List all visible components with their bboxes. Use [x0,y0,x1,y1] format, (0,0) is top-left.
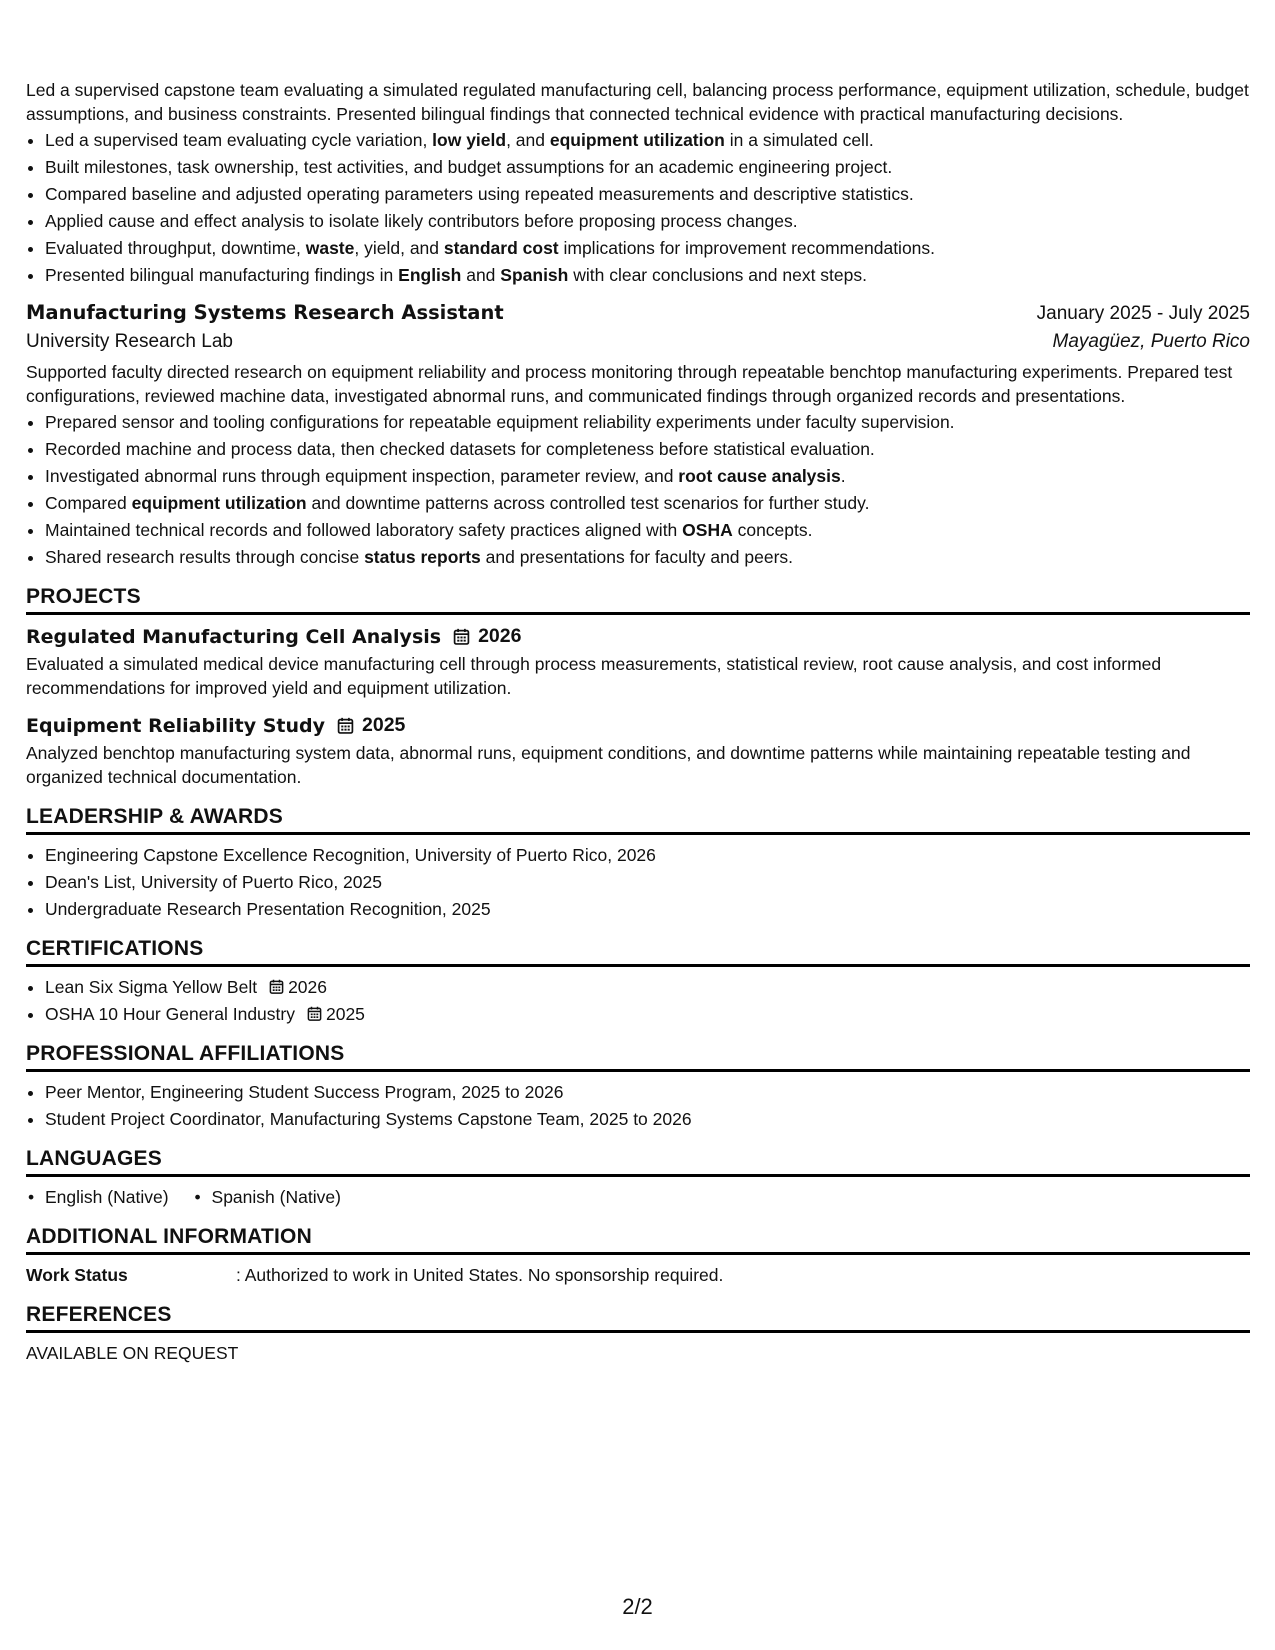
research-summary: Supported faculty directed research on equipment reliability and process monitoring through repeatable benchtop manufacturing experiments. Prepared test configurations, reviewed machine data, investigated abnormal runs, and communicated findings through organized records and presentations. [26,362,1233,406]
capstone-summary: Led a supervised capstone team evaluating a simulated regulated manufacturing cell, balancing process performance, equipment utilization, schedule, budget assumptions, and business constraints. Presented bilingual findings that connected technical evidence with practical manufacturing decisions. [26,80,1249,124]
project-header [26,714,1250,737]
work-status-row [26,1263,1250,1287]
list-item [45,975,1250,999]
work-status-label: Work Status [26,1265,128,1285]
section-heading-certifications: CERTIFICATIONS [26,937,1250,967]
affiliations-list [26,1080,1250,1131]
list-item: • Compared baseline and adjusted operating parameters using repeated measurements and descriptive statistics. [45,182,1250,206]
section-heading-references: REFERENCES [26,1303,1250,1333]
references-text: AVAILABLE ON REQUEST [26,1343,239,1363]
job-header [26,301,1250,325]
project-year: 2026 [478,625,522,647]
project-title: Equipment Reliability Study [26,714,325,737]
list-item: • Student Project Coordinator, Manufacturing Systems Capstone Team, 2025 to 2026 [45,1107,1250,1131]
list-item: • Compared equipment utilization and downtime patterns across controlled test scenarios for further study. [45,491,1250,515]
capstone-bullets [26,128,1250,287]
list-item: • Peer Mentor, Engineering Student Success Program, 2025 to 2026 [45,1080,1250,1104]
certification-year: 2025 [325,1004,365,1024]
section-heading-additional: ADDITIONAL INFORMATION [26,1225,1250,1255]
research-bullets [26,410,1250,569]
project-description: Evaluated a simulated medical device manufacturing cell through process measurements, statistical review, root cause analysis, and cost informed recommendations for improved yield and equipment utilization. [26,654,1162,698]
job-subheader [26,331,1250,353]
job-title: Manufacturing Systems Research Assistant [26,301,504,324]
resume-page-2 [26,78,1250,1365]
languages-list [26,1185,1250,1209]
section-heading-leadership: LEADERSHIP & AWARDS [26,805,1250,835]
project-header [26,625,1250,648]
list-item: • Presented bilingual manufacturing findings in English and Spanish with clear conclusions and next steps. [45,263,1250,287]
list-item: • English (Native) [26,1185,169,1209]
job-location: Mayagüez, Puerto Rico [1052,331,1250,352]
calendar-icon [307,1006,322,1021]
leadership-list [26,843,1250,921]
calendar-icon [269,979,284,994]
section-heading-projects: PROJECTS [26,585,1250,615]
job-dates: January 2025 - July 2025 [1036,303,1250,324]
section-heading-languages: LANGUAGES [26,1147,1250,1177]
project-title: Regulated Manufacturing Cell Analysis [26,625,442,648]
list-item: • Led a supervised team evaluating cycle variation, low yield, and equipment utilization in a simulated cell. [45,128,1250,152]
section-heading-affiliations: PROFESSIONAL AFFILIATIONS [26,1042,1250,1072]
list-item: • Maintained technical records and followed laboratory safety practices aligned with OSHA concepts. [45,518,1250,542]
list-item: • Investigated abnormal runs through equipment inspection, parameter review, and root cause analysis. [45,464,1250,488]
certifications-list [26,975,1250,1026]
job-organization: University Research Lab [26,331,233,352]
certification-name: OSHA 10 Hour General Industry [45,1004,295,1024]
list-item: • Shared research results through concise status reports and presentations for faculty and peers. [45,545,1250,569]
list-item [45,1002,1250,1026]
list-item: • Applied cause and effect analysis to isolate likely contributors before proposing process changes. [45,209,1250,233]
work-status-value: : Authorized to work in United States. No sponsorship required. [236,1265,724,1285]
list-item: • Engineering Capstone Excellence Recognition, University of Puerto Rico, 2026 [45,843,1250,867]
certification-year: 2026 [288,977,328,997]
calendar-icon [453,628,470,645]
list-item: • Dean's List, University of Puerto Rico, 2025 [45,870,1250,894]
list-item: • Recorded machine and process data, then checked datasets for completeness before statistical evaluation. [45,437,1250,461]
project-year: 2025 [362,714,406,736]
page-number: 2/2 [622,1594,653,1619]
list-item: • Built milestones, task ownership, test activities, and budget assumptions for an academic engineering project. [45,155,1250,179]
list-item: • Undergraduate Research Presentation Recognition, 2025 [45,897,1250,921]
calendar-icon [337,717,354,734]
list-item: • Evaluated throughput, downtime, waste, yield, and standard cost implications for improvement recommendations. [45,236,1250,260]
list-item: • Spanish (Native) [193,1185,341,1209]
list-item: • Prepared sensor and tooling configurations for repeatable equipment reliability experiments under faculty supervision. [45,410,1250,434]
certification-name: Lean Six Sigma Yellow Belt [45,977,258,997]
project-description: Analyzed benchtop manufacturing system data, abnormal runs, equipment conditions, and downtime patterns while maintaining repeatable testing and organized technical documentation. [26,743,1191,787]
